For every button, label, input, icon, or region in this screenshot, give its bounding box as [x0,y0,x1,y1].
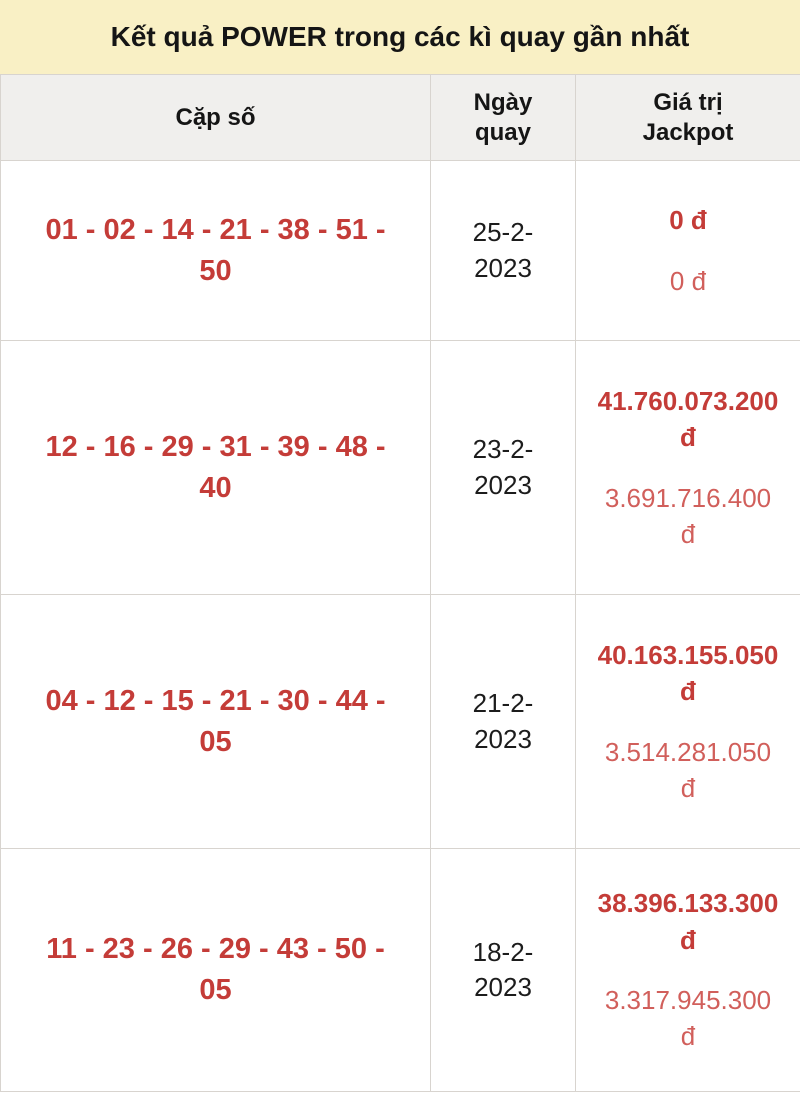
column-header-date-label: Ngày quay [473,88,533,146]
winning-numbers: 12 - 16 - 29 - 31 - 39 - 48 - 40 [45,430,386,504]
jackpot-secondary-value: 0 đ [669,265,707,296]
draw-date-cell [431,341,576,595]
winning-numbers: 11 - 23 - 26 - 29 - 43 - 50 - 05 [46,933,385,1006]
column-header-numbers-label: Cặp số [175,103,256,131]
jackpot-main-value: 0 đ [669,205,707,236]
jackpot-values [576,637,800,807]
jackpot-values [576,202,800,299]
results-table [0,74,800,1092]
results-title-bar [0,0,800,74]
jackpot-values [576,383,800,553]
jackpot-main-value: 41.760.073.200 đ [597,385,779,453]
jackpot-secondary-value: 3.317.945.300 đ [604,985,772,1052]
header-row [1,75,800,161]
numbers-cell [1,849,431,1092]
jackpot-cell [576,595,800,849]
result-row [1,161,800,341]
jackpot-cell [576,161,800,341]
column-header-jackpot-label: Giá trị Jackpot [642,88,734,146]
numbers-cell [1,161,431,341]
result-row [1,341,800,595]
draw-date: 23-2-2023 [472,434,534,500]
column-header-date [431,75,576,161]
draw-date-cell [431,849,576,1092]
numbers-cell [1,341,431,595]
draw-date: 25-2-2023 [472,217,534,283]
page-title: Kết quả POWER trong các kì quay gần nhất [110,21,690,52]
winning-numbers: 01 - 02 - 14 - 21 - 38 - 51 - 50 [45,213,386,287]
column-header-jackpot [576,75,800,161]
result-row [1,849,800,1092]
jackpot-secondary-value: 3.514.281.050 đ [604,736,772,803]
numbers-cell [1,595,431,849]
jackpot-main-value: 40.163.155.050 đ [597,639,779,707]
column-header-numbers [1,75,431,161]
result-row [1,595,800,849]
winning-numbers: 04 - 12 - 15 - 21 - 30 - 44 - 05 [45,684,386,758]
jackpot-cell [576,341,800,595]
draw-date: 18-2-2023 [472,936,534,1002]
jackpot-values [576,885,800,1055]
jackpot-main-value: 38.396.133.300 đ [597,888,779,955]
draw-date: 21-2-2023 [472,688,534,754]
draw-date-cell [431,595,576,849]
jackpot-cell [576,849,800,1092]
draw-date-cell [431,161,576,341]
jackpot-secondary-value: 3.691.716.400 đ [604,482,772,549]
